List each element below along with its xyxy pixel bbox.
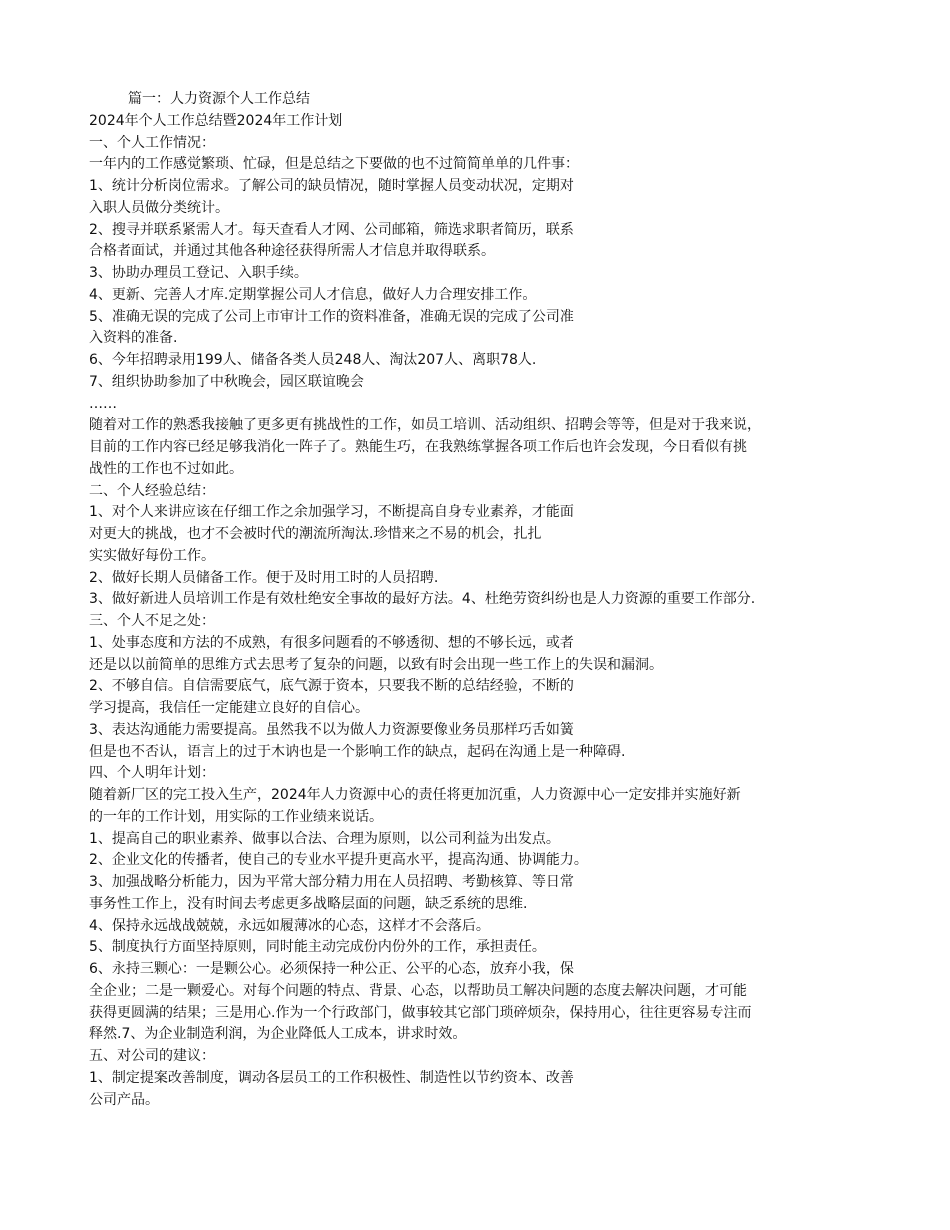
text-line: 战性的工作也不过如此。	[89, 460, 243, 477]
text-line: 7、组织协助参加了中秋晚会，园区联谊晚会	[89, 373, 364, 390]
text-line: 入资料的准备.	[89, 330, 178, 347]
text-line: 全企业；二是一颗爱心。对每个问题的特点、背景、心态，以帮助员工解决问题的态度去解决问题，才可能	[89, 982, 747, 999]
text-line: 5、制度执行方面坚持原则，同时能主动完成份内份外的工作，承担责任。	[89, 939, 546, 956]
text-line: 的一年的工作计划，用实际的工作业绩来说话。	[89, 808, 383, 825]
text-line: 公司产品。	[89, 1091, 159, 1108]
text-line: 二、个人经验总结：	[89, 482, 215, 499]
text-line: 3、协助办理员工登记、入职手续。	[89, 265, 308, 281]
text-line: 2、搜寻并联系紧需人才。每天查看人才网、公司邮箱，筛选求职者简历，联系	[89, 221, 574, 238]
text-line: 还是以以前简单的思维方式去思考了复杂的问题，以致有时会出现一些工作上的失误和漏洞。	[89, 656, 663, 673]
text-line: 入职人员做分类统计。	[89, 199, 229, 216]
text-line: 学习提高，我信任一定能建立良好的自信心。	[89, 700, 369, 716]
text-line: 但是也不否认，语言上的过于木讷也是一个影响工作的缺点，起码在沟通上是一种障碍.	[89, 743, 626, 760]
text-line: 1、对个人来讲应该在仔细工作之余加强学习，不断提高自身专业素养，才能面	[89, 504, 574, 521]
text-line: 1、处事态度和方法的不成熟，有很多问题看的不够透彻、想的不够长远，或者	[89, 634, 574, 651]
text-line: 2、不够自信。自信需要底气，底气源于资本，只要我不断的总结经验，不断的	[89, 678, 574, 695]
text-line: 6、永持三颗心：一是颗公心。必须保持一种公正、公平的心态，放弃小我，保	[89, 961, 574, 977]
text-line: 释然.7、为企业制造利润，为企业降低人工成本，讲求时效。	[89, 1026, 467, 1043]
text-line: 对更大的挑战，也才不会被时代的潮流所淘汰.珍惜来之不易的机会，扎扎	[89, 526, 542, 542]
document-body	[89, 89, 864, 1111]
text-line: 获得更圆满的结果；三是用心.作为一个行政部门，做事较其它部门琐碎烦杂，保持用心，往往更容易专注而	[89, 1004, 752, 1021]
text-line: ……	[89, 395, 117, 412]
text-line: 1、制定提案改善制度，调动各层员工的工作积极性、制造性以节约资本、改善	[89, 1069, 574, 1086]
text-line: 1、统计分析岗位需求。了解公司的缺员情况，随时掌握人员变动状况，定期对	[89, 178, 574, 194]
text-line: 一、个人工作情况：	[89, 134, 215, 151]
text-line: 3、加强战略分析能力，因为平常大部分精力用在人员招聘、考勤核算、等日常	[89, 874, 574, 890]
text-line: 1、提高自己的职业素养、做事以合法、合理为原则，以公司利益为出发点。	[89, 830, 560, 847]
text-line: 三、个人不足之处：	[89, 613, 215, 629]
text-line: 5、准确无误的完成了公司上市审计工作的资料准备，准确无误的完成了公司准	[89, 308, 574, 325]
text-line: 3、做好新进人员培训工作是有效杜绝安全事故的最好方法。4、杜绝劳资纠纷也是人力资源的重要工作部分.	[89, 591, 756, 608]
text-line: 随着对工作的熟悉我接触了更多更有挑战性的工作，如员工培训、活动组织、招聘会等等，但是对于我来说，	[89, 417, 761, 434]
text-line: 2、企业文化的传播者，使自己的专业水平提升更高水平，提高沟通、协调能力。	[89, 852, 588, 869]
document-lines	[89, 111, 864, 1112]
text-line: 2、做好长期人员储备工作。便于及时用工时的人员招聘.	[89, 569, 439, 586]
text-line: 事务性工作上，没有时间去考虑更多战略层面的问题，缺乏系统的思维.	[89, 895, 528, 912]
text-line: 实实做好每份工作。	[89, 547, 215, 564]
text-line: 一年内的工作感觉繁琐、忙碌，但是总结之下要做的也不过简简单单的几件事：	[89, 156, 579, 173]
text-line: 四、个人明年计划：	[89, 765, 215, 782]
text-line: 随着新厂区的完工投入生产，2024年人力资源中心的责任将更加沉重，人力资源中心一定安排并实施好新	[89, 787, 741, 803]
text-line: 五、对公司的建议：	[89, 1048, 215, 1064]
text-line: 目前的工作内容已经足够我消化一阵子了。熟能生巧，在我熟练掌握各项工作后也许会发现，今日看似有挑	[89, 439, 747, 455]
text-line: 合格者面试，并通过其他各种途径获得所需人才信息并取得联系。	[89, 243, 495, 260]
text-line: 4、更新、完善人才库.定期掌握公司人才信息，做好人力合理安排工作。	[89, 286, 537, 303]
text-line: 4、保持永远战战兢兢，永远如履薄冰的心态，这样才不会落后。	[89, 917, 490, 934]
text-line: 6、今年招聘录用199人、储备各类人员248人、淘汰207人、离职78人.	[89, 352, 537, 368]
document-title: 篇一：人力资源个人工作总结	[128, 91, 310, 107]
text-line: 3、表达沟通能力需要提高。虽然我不以为做人力资源要像业务员那样巧舌如簧	[89, 721, 574, 738]
text-line: 2024年个人工作总结暨2024年工作计划	[89, 112, 343, 129]
